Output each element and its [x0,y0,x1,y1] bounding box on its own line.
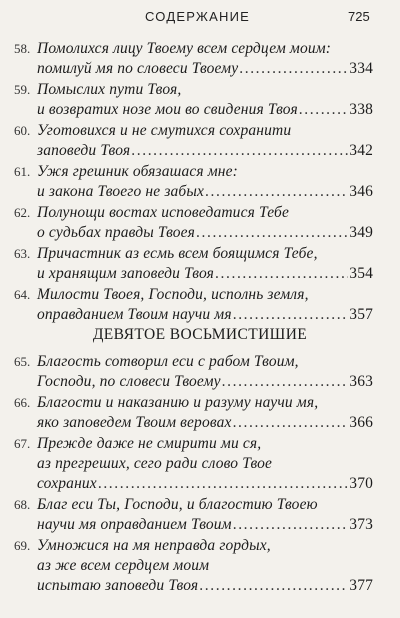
entry-page-number: 377 [349,577,373,594]
page-number: 725 [348,9,370,24]
entry-page-number: 354 [349,265,373,282]
entry-line: аз же всем сердцем моим [37,557,210,574]
dot-leader [205,182,348,202]
entry-page-number: 338 [349,101,373,118]
entry-line: аз прегреших, сего ради слово Твое [37,455,273,472]
entry-page-number: 366 [349,414,373,431]
running-header [0,9,400,29]
page-title: СОДЕРЖАНИЕ [145,9,251,24]
entry-page-number: 373 [349,516,373,533]
dot-leader [233,413,349,433]
entry-text: оправданием Твоим научи мя [37,306,232,323]
entry-page-number: 346 [349,183,373,200]
entry-line: Благ еси Ты, Господи, и благостию Твоею [37,496,318,513]
entry-line: Умножися на мя неправда гордых, [37,537,271,554]
entry-number: 60. [14,123,31,138]
entry-page-number: 370 [349,475,373,492]
entry-number: 63. [14,246,31,261]
entry-line: Ужя грешник обязашася мне: [37,163,238,180]
entry-line: Помыслих пути Твоя, [37,81,182,98]
entry-line [37,182,373,202]
entry-text: о судьбах правды Твоея [37,224,196,241]
entry-number: 67. [14,436,31,451]
entry-number: 59. [14,82,31,97]
entry-number: 69. [14,538,31,553]
dot-leader [299,100,349,120]
entry-number: 66. [14,395,31,410]
entry-line: Причастник аз есмь всем боящимся Тебе, [37,245,318,262]
entry-number: 64. [14,287,31,302]
entry-line: Благость сотворил еси с рабом Твоим, [37,353,299,370]
entry-text: Господи, по словеси Твоему [37,373,221,390]
entry-line: Уготовихся и не смутихся сохранити [37,122,292,139]
entry-number: 61. [14,164,31,179]
dot-leader [233,305,349,325]
dot-leader [131,141,348,161]
dot-leader [239,59,348,79]
entry-text: испытаю заповеди Твоя [37,577,199,594]
entry-line [37,59,373,79]
dot-leader [196,223,348,243]
entry-line [37,515,373,535]
entry-line [37,413,373,433]
entry-line: Благости и наказанию и разуму научи мя, [37,394,319,411]
entry-text: и закона Твоего не забых [37,183,205,200]
entry-line [37,576,373,596]
dot-leader [233,515,349,535]
entry-page-number: 357 [349,306,373,323]
entry-page-number: 342 [349,142,373,159]
entry-text: заповеди Твоя [37,142,131,159]
entry-line [37,141,373,161]
entry-page-number: 363 [349,373,373,390]
entry-number: 62. [14,205,31,220]
entry-page-number: 334 [349,60,373,77]
entry-text: яко заповедем Твоим веровах [37,414,232,431]
entry-line: Милости Твоея, Господи, исполнь земля, [37,286,309,303]
entry-line [37,264,373,284]
entry-text: сохраних [37,475,97,492]
entry-number: 68. [14,497,31,512]
entry-text: и хранящим заповеди Твоя [37,265,215,282]
entry-line [37,474,373,494]
dot-leader [222,372,349,392]
entry-line [37,372,373,392]
entry-page-number: 349 [349,224,373,241]
section-heading: ДЕВЯТОЕ ВОСЬМИСТИШИЕ [92,326,308,343]
entry-number: 58. [14,41,31,56]
entry-text: научи мя оправданием Твоим [37,516,232,533]
entry-line [37,100,373,120]
entry-text: помилуй мя по словеси Твоему [37,60,239,77]
dot-leader [199,576,348,596]
entry-line: Полунощи востах исповедатися Тебе [37,204,290,221]
dot-leader [98,474,348,494]
dot-leader [215,264,348,284]
entry-number: 65. [14,354,31,369]
entry-line: Прежде даже не смирити ми ся, [37,435,262,452]
entry-line: Помолихся лицу Твоему всем сердцем моим: [37,40,332,57]
entry-text: и возвратих нозе мои во свидения Твоя [37,101,298,118]
entry-line [37,305,373,325]
entry-line [37,223,373,243]
